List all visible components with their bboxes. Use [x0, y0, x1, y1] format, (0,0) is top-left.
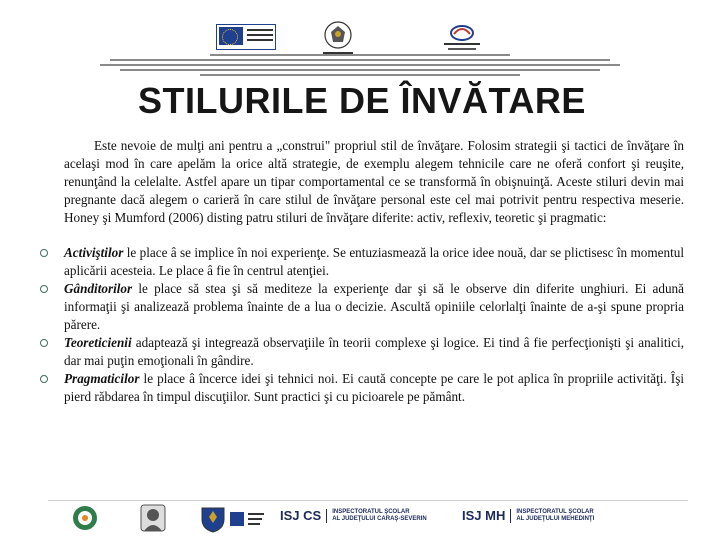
ministry-logo-icon	[230, 508, 264, 535]
isj-mh-line2: AL JUDEŢULUI MEHEDINŢI	[516, 515, 595, 522]
style-term: Activiştilor	[64, 245, 124, 260]
iom-logo-icon	[438, 22, 486, 52]
edu-logo-icon	[70, 505, 100, 536]
style-term: Gânditorilor	[64, 281, 133, 296]
portrait-emblem-icon	[140, 504, 166, 537]
style-description: le place â încerce idei şi tehnici noi. Ei caută concepte pe care le pot aplica în propriile activităţi. Îşi pierd răbdarea în timpul discuţiilor. Sunt practici şi cu picioarele pe pământ.	[64, 371, 684, 404]
style-term: Teoreticienii	[64, 335, 132, 350]
isj-mh-mark: ISJ MH	[462, 508, 506, 523]
intro-paragraph: Este nevoie de mulţi ani pentru a „construi" propriul stil de învăţare. Folosim strategii şi tactici de învăţare în acelaşi mod în care apelăm la orice altă strategie, de exemplu alegem tehnicile care ne oferă confort şi reuşite, renunţând la celelalte. Astfel apare un tipar comportamental ce se transformă în obişnuinţă. Aceste stiluri devin mai pregnante dacă alegem o carieră în care stilul de învăţare personal este cel mai potrivit pentru respectiva meserie. Honey şi Mumford (2006) disting patru stiluri de învăţare diferite: activ, reflexiv, teoretic şi pragmatic:	[64, 138, 684, 225]
list-item	[40, 370, 684, 406]
bullet-icon	[40, 285, 48, 293]
slide-title: STILURILE DE ÎNVĂTARE	[138, 80, 586, 121]
isj-cs-mark: ISJ CS	[280, 508, 322, 523]
list-item	[40, 334, 684, 370]
bullet-icon	[40, 375, 48, 383]
isj-cs-line1: INSPECTORATUL ŞCOLAR	[332, 508, 410, 515]
style-description: le place â se implice în noi experienţe. Se entuziasmează la orice idee nouă, dar se plictisesc în momentul aplicării acesteia. Le place â fie în centrul atenţiei.	[64, 245, 684, 278]
partner-header	[0, 0, 720, 80]
footer-divider	[48, 500, 688, 501]
county-coat-of-arms-icon	[200, 505, 226, 538]
list-item	[40, 244, 684, 280]
isj-caras-severin-logo	[280, 508, 427, 523]
romanian-government-seal-icon	[323, 20, 353, 50]
style-description: adaptează şi integrează observaţiile în teorii complexe şi logice. Ei tind â fie perfecţionişti şi analitici, dar mai puţin emoţionali în gândire.	[64, 335, 684, 368]
style-term: Pragmaticilor	[64, 371, 140, 386]
bullet-icon	[40, 249, 48, 257]
eu-flag-icon	[216, 24, 276, 50]
header-fine-print	[95, 54, 625, 79]
bullet-icon	[40, 339, 48, 347]
style-description: le place să stea şi să mediteze la experienţe dar şi să le observe din diferite unghiuri. Ei adună informaţii şi analizează problema înainte de a lua o decizie. Ascultă opiniile celorlalţi înainte de a-şi spune propria părere.	[64, 281, 684, 332]
list-item	[40, 280, 684, 334]
isj-cs-line2: AL JUDEŢULUI CARAŞ-SEVERIN	[332, 515, 427, 522]
isj-mehedinti-logo	[462, 508, 594, 523]
isj-mh-line1: INSPECTORATUL ŞCOLAR	[516, 508, 594, 515]
learning-styles-list	[40, 244, 684, 406]
